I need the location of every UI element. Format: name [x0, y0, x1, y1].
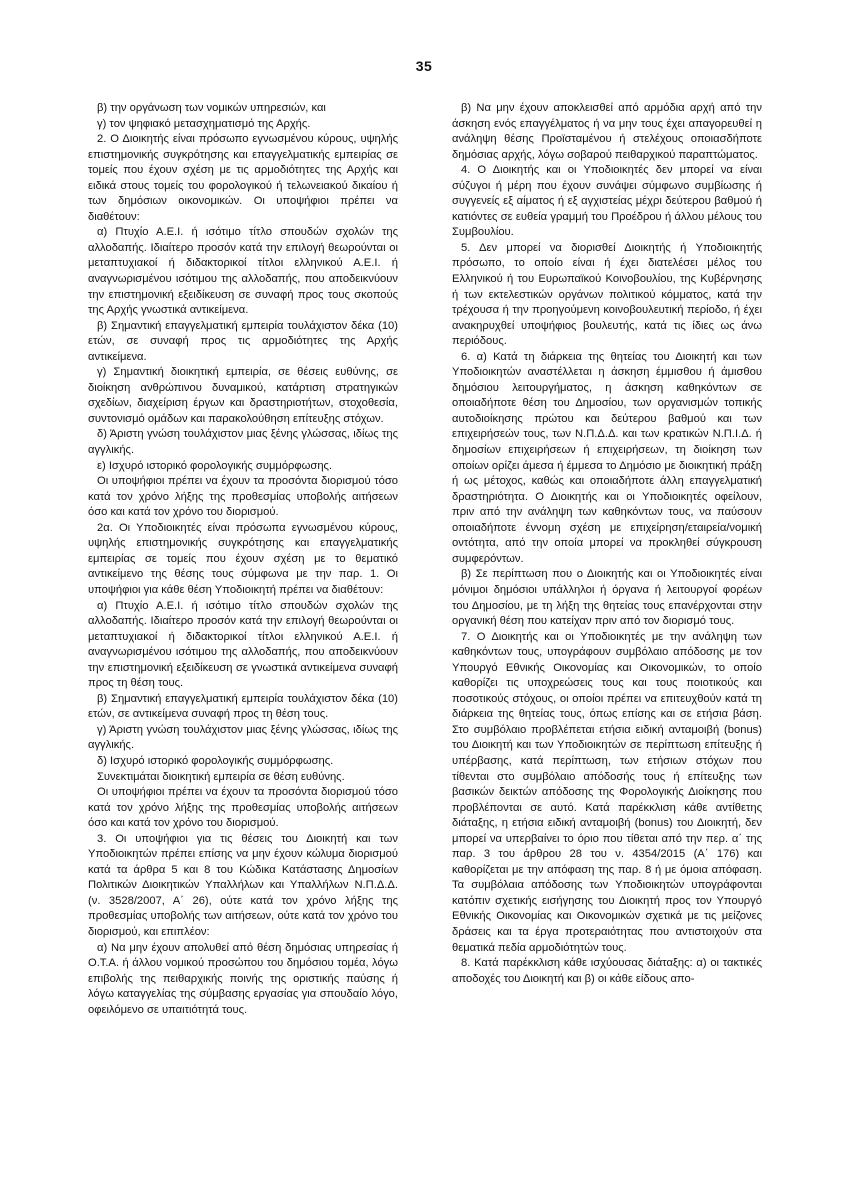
paragraph: Συνεκτιμάται διοικητική εμπειρία σε θέση ευθύνης.: [97, 770, 345, 783]
paragraph: 4. Ο Διοικητής και οι Υποδιοικητές δεν μπορεί να είναι σύζυγοι ή μέρη που έχουν συνάψει σύμφωνο συμβίωσης ή συγγενείς εξ αίματος ή εξ αγχιστείας μέχρι δεύτερου βαθμού ή κατιόντες σε ευθεία γραμμή του Προέδρου ή άλλου μέλους του Συμβουλίου.: [452, 164, 762, 239]
paragraph: 7. Ο Διοικητής και οι Υποδιοικητές με την ανάληψη των καθηκόντων τους, υπογράφουν συμβόλαιο απόδοσης με τον Υπουργό Εθνικής Οικονομίας και Οικονομικών, το οποίο καθορίζει τις υποχρεώσεις τους και τους ποιοτικούς και ποσοτικούς στόχους, οι οποίοι πρέπει να επιτευχθούν κατά τη διάρκεια της θητείας τους, όπως επίσης και σε ετήσια βάση. Στο συμβόλαιο προβλέπεται ετήσια ειδική ανταμοιβή (bonus) του Διοικητή και των Υποδιοικητών σε περίπτωση επίτευξης ή υπέρβασης, κατά περίπτωση, των ετήσιων στόχων που τίθενται στο συμβόλαιο απόδοσής τους ή επίτευξης των βασικών δεικτών απόδοσης της Φορολογικής Διοίκησης που προβλέπονται σε αυτό. Κατά παρέκκλιση κάθε αντίθετης διάταξης, η ετήσια ειδική ανταμοιβή (bonus) του Διοικητή, δεν μπορεί να υπερβαίνει το όριο που τίθεται από την περ. α΄ της παρ. 3 του άρθρου 28 του ν. 4354/2015 (Α΄ 176) και καθορίζεται με την απόφαση της παρ. 8 ή με όμοια απόφαση. Τα συμβόλαια απόδοσης των Υποδιοικητών υπογράφονται κατόπιν σχετικής εισήγησης του Διοικητή προς τον Υπουργό Εθνικής Οικονομίας και Οικονομικών σχετικά με τις μείζονες δράσεις και τα έργα προτεραιότητας που αντιστοιχούν στα θεματικά πεδία αρμοδιότητών τους.: [452, 630, 762, 954]
paragraph: α) Πτυχίο Α.Ε.Ι. ή ισότιμο τίτλο σπουδών σχολών της αλλοδαπής. Ιδιαίτερο προσόν κατά την επιλογή θεωρούνται οι μεταπτυχιακοί ή διδακτορικοί τίτλοι ελληνικού Α.Ε.Ι. ή αναγνωρισμένου ισότιμου της αλλοδαπής, που αποδεικνύουν την επιστημονική εξειδίκευση σε γνωστικά αντικείμενα συναφή προς τη θέση τους.: [88, 599, 398, 690]
paragraph: 3. Οι υποψήφιοι για τις θέσεις του Διοικητή και των Υποδιοικητών πρέπει επίσης να μην έχουν κώλυμα διορισμού κατά τα άρθρα 5 και 8 του Κώδικα Κατάστασης Δημοσίων Πολιτικών Διοικητικών Υπαλλήλων και Υπαλλήλων Ν.Π.Δ.Δ. (ν. 3528/2007, Α΄ 26), ούτε κατά τον χρόνο λήξης της προθεσμίας υποβολής των αιτήσεων, ούτε κατά τον χρόνο του διορισμού, και επιπλέον:: [88, 832, 398, 938]
paragraph: 5. Δεν μπορεί να διορισθεί Διοικητής ή Υποδιοικητής πρόσωπο, το οποίο είναι ή έχει διατελέσει μέλος του Ελληνικού ή του Ευρωπαϊκού Κοινοβουλίου, της Κυβέρνησης ή των εκτελεστικών οργάνων πολιτικού κόμματος, κατά την τρέχουσα ή την προηγούμενη κοινοβουλευτική περίοδο, ή έχει ανακηρυχθεί υποψήφιος βουλευτής, κατά τις ίδιες ως άνω περιόδους.: [452, 241, 762, 348]
paragraph: β) Σημαντική επαγγελματική εμπειρία τουλάχιστον δέκα (10) ετών, σε αντικείμενα συναφή προς τη θέση τους.: [88, 692, 398, 721]
paragraph: δ) Ισχυρό ιστορικό φορολογικής συμμόρφωσης.: [97, 754, 334, 767]
paragraph: γ) Άριστη γνώση τουλάχιστον μιας ξένης γλώσσας, ιδίως της αγγλικής.: [88, 723, 398, 752]
paragraph: 6. α) Κατά τη διάρκεια της θητείας του Διοικητή και των Υποδιοικητών αναστέλλεται η άσκηση έμμισθου ή άμισθου δημόσιου λειτουργήματος, η άσκηση καθηκόντων σε οποιαδήποτε θέση του Δημοσίου, των οργανισμών τοπικής αυτοδιοίκησης πρώτου και δεύτερου βαθμού και των επιχειρήσεών τους, των Ν.Π.Δ.Δ. και των κρατικών Ν.Π.Ι.Δ. ή δημοσίων επιχειρήσεων ή επιχειρήσεων, τη διοίκηση των οποίων ορίζει άμεσα ή έμμεσα το Δημόσιο με διοικητική πράξη ή ως μέτοχος, καθώς και οποιαδήποτε άλλη επαγγελματική δραστηριότητα. Ο Διοικητής και οι Υποδιοικητές οφείλουν, πριν από την ανάληψη των καθηκόντων τους, να παύσουν οποιαδήποτε έννομη σχέση με επιχείρηση/εταιρεία/νομική οντότητα, από την οποία μπορεί να προκληθεί σύγκρουση συμφερόντων.: [452, 350, 762, 565]
paragraph: 8. Κατά παρέκκλιση κάθε ισχύουσας διάταξης: α) οι τακτικές αποδοχές του Διοικητή και β) οι κάθε είδους απο-: [452, 957, 762, 985]
right-text-column: [452, 101, 762, 987]
paragraph: α) Πτυχίο Α.Ε.Ι. ή ισότιμο τίτλο σπουδών σχολών της αλλοδαπής. Ιδιαίτερο προσόν κατά την επιλογή θεωρούνται οι μεταπτυχιακοί ή διδακτορικοί τίτλοι ελληνικού Α.Ε.Ι. ή αναγνωρισμένου ισότιμου της αλλοδαπής, που αποδεικνύουν την επιστημονική εξειδίκευση σε συναφή προς τους σκοπούς της Αρχής γνωστικά αντικείμενα.: [88, 226, 398, 317]
page-number: 35: [415, 58, 433, 74]
paragraph: β) Να μην έχουν αποκλεισθεί από αρμόδια αρχή από την άσκηση ενός επαγγέλματος ή να μην τους έχει απαγορευθεί η ανάληψη θέσης Προϊσταμένου ή στελέχους οποιασδήποτε δημόσιας αρχής, λόγω σοβαρού πειθαρχικού παραπτώματος.: [452, 102, 762, 161]
paragraph: α) Να μην έχουν απολυθεί από θέση δημόσιας υπηρεσίας ή Ο.Τ.Α. ή άλλου νομικού προσώπου του δημόσιου τομέα, λόγω επιβολής της πειθαρχικής ποινής της οριστικής παύσης ή λόγω καταγγελίας της σύμβασης εργασίας για σπουδαίο λόγο, οφειλόμενο σε υπαιτιότητά τους.: [88, 941, 398, 1016]
paragraph: ε) Ισχυρό ιστορικό φορολογικής συμμόρφωσης.: [97, 459, 333, 472]
paragraph: 2. Ο Διοικητής είναι πρόσωπο εγνωσμένου κύρους, υψηλής επιστημονικής συγκρότησης και επαγγελματικής εμπειρίας σε τομείς που έχουν σχέση με τις αρμοδιότητες της Αρχής και ειδικά στους τομείς του φορολογικού ή τελωνειακού δικαίου ή των δημόσιων οικονομικών. Οι υποψήφιοι πρέπει να διαθέτουν:: [88, 133, 398, 223]
paragraph: β) Σημαντική επαγγελματική εμπειρία τουλάχιστον δέκα (10) ετών, σε συναφή προς τις αρμοδιότητες της Αρχής αντικείμενα.: [88, 319, 398, 363]
paragraph: β) την οργάνωση των νομικών υπηρεσιών, και: [97, 102, 326, 114]
paragraph: Οι υποψήφιοι πρέπει να έχουν τα προσόντα διορισμού τόσο κατά τον χρόνο λήξης της προθεσμίας υποβολής αιτήσεων όσο και κατά τον χρόνο του διορισμού.: [88, 475, 398, 519]
left-text-column: [88, 101, 398, 1018]
paragraph: β) Σε περίπτωση που ο Διοικητής και οι Υποδιοικητές είναι μόνιμοι δημόσιοι υπάλληλοι ή όργανα ή λειτουργοί φορέων του Δημοσίου, με τη λήξη της θητείας τους επανέρχονται στην οργανική θέση που κατείχαν πριν από τον διορισμό τους.: [452, 568, 762, 628]
paragraph: Οι υποψήφιοι πρέπει να έχουν τα προσόντα διορισμού τόσο κατά τον χρόνο λήξης της προθεσμίας υποβολής αιτήσεων όσο και κατά τον χρόνο του διορισμού.: [88, 786, 398, 830]
paragraph: 2α. Οι Υποδιοικητές είναι πρόσωπα εγνωσμένου κύρους, υψηλής επιστημονικής συγκρότησης και επαγγελματικής εμπειρίας σε τομείς που έχουν σχέση με το θεματικό αντικείμενο της θέσης τους σύμφωνα με την παρ. 1. Οι υποψήφιοι για κάθε θέση Υποδιοικητή πρέπει να διαθέτουν:: [88, 521, 398, 596]
paragraph: δ) Άριστη γνώση τουλάχιστον μιας ξένης γλώσσας, ιδίως της αγγλικής.: [88, 428, 398, 457]
paragraph: γ) τον ψηφιακό μετασχηματισμό της Αρχής.: [97, 117, 311, 130]
paragraph: γ) Σημαντική διοικητική εμπειρία, σε θέσεις ευθύνης, σε διοίκηση ανθρώπινου δυναμικού, κατάρτιση στρατηγικών σχεδίων, διαχείριση έργων και δραστηριοτήτων, στοχοθεσία, συντονισμό ομάδων και παρακολούθηση επίτευξης στόχων.: [88, 366, 398, 425]
